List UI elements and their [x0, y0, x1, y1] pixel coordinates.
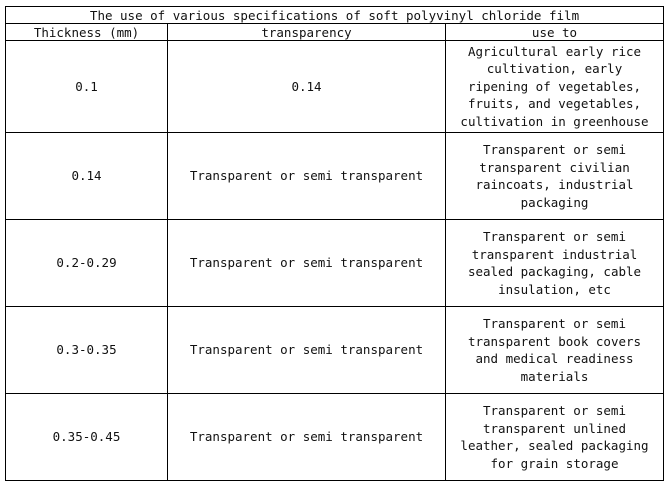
use-line: insulation, etc: [498, 281, 611, 297]
table-header-row: [6, 24, 664, 41]
use-line: Transparent or semi: [483, 316, 626, 331]
use-line: ripening of vegetables,: [467, 78, 642, 94]
use-line: Agricultural early rice: [467, 43, 642, 59]
table-title: The use of various specifications of soft polyvinyl chloride film: [6, 7, 664, 24]
cell-transparency: Transparent or semi transparent: [168, 394, 446, 481]
use-line: Transparent or semi: [483, 142, 626, 157]
use-line: Transparent or semi: [483, 229, 626, 244]
use-line: sealed packaging, cable: [467, 264, 642, 279]
table-row: [6, 220, 664, 307]
cell-transparency: Transparent or semi transparent: [168, 133, 446, 220]
use-line: for grain storage: [490, 455, 619, 471]
table-row: [6, 394, 664, 481]
use-line: transparent unlined: [483, 420, 626, 436]
use-line: and medical readiness: [475, 351, 634, 366]
use-line: fruits, and vegetables,: [467, 96, 642, 112]
use-line: materials: [520, 368, 589, 384]
cell-use: [446, 394, 664, 481]
cell-transparency: Transparent or semi transparent: [168, 220, 446, 307]
cell-thickness: 0.1: [6, 41, 168, 133]
cell-thickness: 0.2-0.29: [6, 220, 168, 307]
cell-use: [446, 220, 664, 307]
use-line: cultivation, early: [486, 61, 623, 77]
table-row: [6, 41, 664, 133]
cell-transparency: 0.14: [168, 41, 446, 133]
use-line: cultivation in greenhouse: [460, 113, 649, 129]
cell-thickness: 0.14: [6, 133, 168, 220]
header-thickness: Thickness (mm): [6, 24, 168, 41]
header-transparency: transparency: [168, 24, 446, 41]
use-line: packaging: [520, 194, 589, 210]
header-use-to: use to: [446, 24, 664, 41]
use-line: transparent book covers: [467, 333, 642, 349]
use-line: transparent civilian: [479, 159, 630, 175]
use-line: raincoats, industrial: [475, 177, 634, 192]
cell-thickness: 0.35-0.45: [6, 394, 168, 481]
use-line: Transparent or semi: [483, 403, 626, 418]
use-line: transparent industrial: [471, 246, 638, 262]
cell-transparency: Transparent or semi transparent: [168, 307, 446, 394]
cell-use: [446, 133, 664, 220]
specification-table: [5, 6, 664, 481]
cell-use: [446, 41, 664, 133]
cell-thickness: 0.3-0.35: [6, 307, 168, 394]
table-row: [6, 133, 664, 220]
spec-table-container: [5, 6, 663, 481]
table-row: [6, 307, 664, 394]
use-line: leather, sealed packaging: [460, 438, 649, 453]
table-title-row: [6, 7, 664, 24]
cell-use: [446, 307, 664, 394]
